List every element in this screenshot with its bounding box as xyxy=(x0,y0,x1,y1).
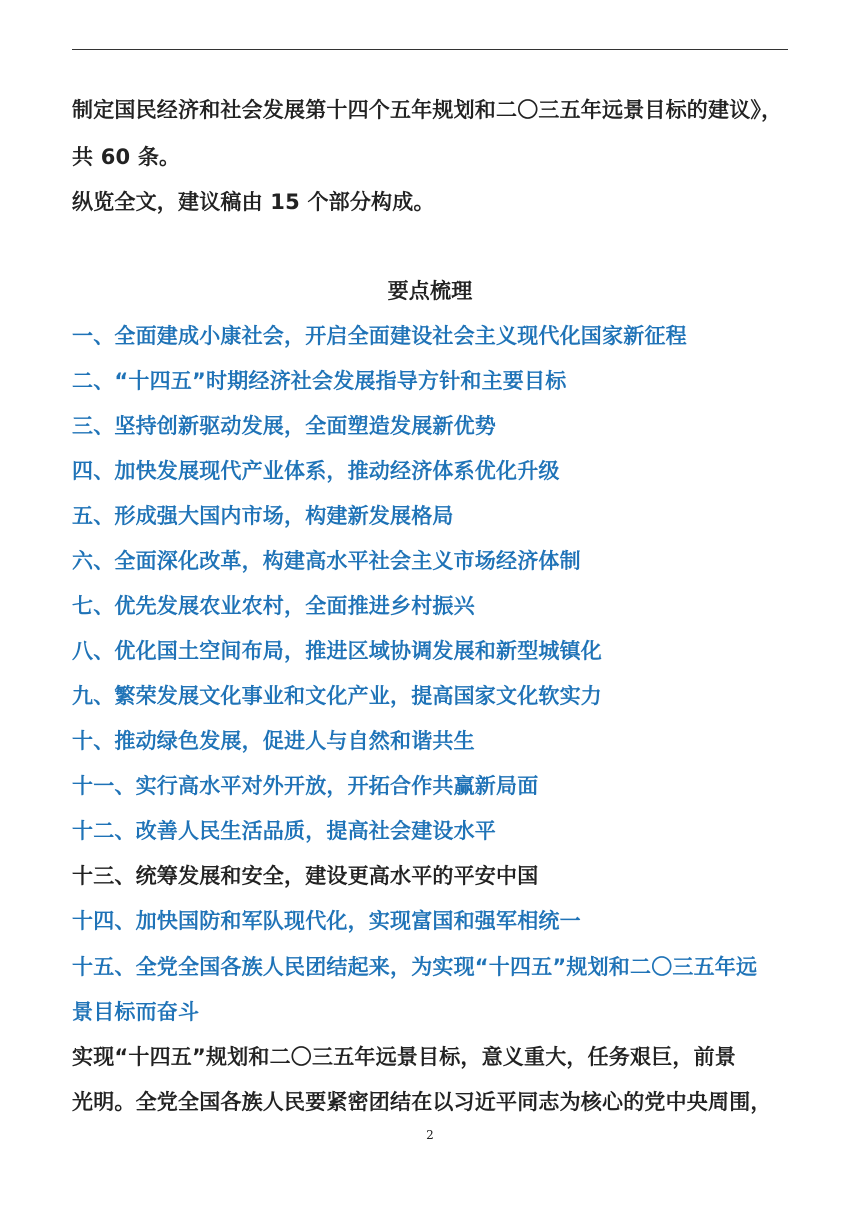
outline-item: 九、繁荣发展文化事业和文化产业，提高国家文化软实力 xyxy=(72,684,602,708)
outline-item: 十三、统筹发展和安全，建设更高水平的平安中国 xyxy=(72,864,539,888)
outline-item: 一、全面建成小康社会，开启全面建设社会主义现代化国家新征程 xyxy=(72,324,687,348)
intro-line-2: 共 60 条。 xyxy=(72,145,181,169)
intro-line-1: 制定国民经济和社会发展第十四个五年规划和二〇三五年远景目标的建议》， xyxy=(72,98,783,122)
outline-item: 十二、改善人民生活品质，提高社会建设水平 xyxy=(72,819,496,843)
closing-line-1: 实现“十四五”规划和二〇三五年远景目标，意义重大，任务艰巨，前景 xyxy=(72,1045,737,1069)
outline-item: 十一、实行高水平对外开放，开拓合作共赢新局面 xyxy=(72,774,539,798)
header-rule xyxy=(72,49,788,50)
outline-item: 四、加快发展现代产业体系，推动经济体系优化升级 xyxy=(72,459,560,483)
outline-item: 十五、全党全国各族人民团结起来，为实现“十四五”规划和二〇三五年远 xyxy=(72,955,758,979)
outline-item: 二、“十四五”时期经济社会发展指导方针和主要目标 xyxy=(72,369,567,393)
outline-item: 五、形成强大国内市场，构建新发展格局 xyxy=(72,504,454,528)
outline-item: 八、优化国土空间布局，推进区域协调发展和新型城镇化 xyxy=(72,639,602,663)
section-title: 要点梳理 xyxy=(387,279,473,303)
outline-item: 六、全面深化改革，构建高水平社会主义市场经济体制 xyxy=(72,549,581,573)
outline-item: 十、推动绿色发展，促进人与自然和谐共生 xyxy=(72,729,475,753)
outline-item-continued: 景目标而奋斗 xyxy=(72,1000,200,1024)
closing-line-2: 光明。全党全国各族人民要紧密团结在以习近平同志为核心的党中央周围， xyxy=(72,1090,772,1114)
page-number: 2 xyxy=(426,1128,434,1142)
outline-item: 七、优先发展农业农村，全面推进乡村振兴 xyxy=(72,594,475,618)
intro-line-3: 纵览全文，建议稿由 15 个部分构成。 xyxy=(72,190,435,214)
outline-item: 十四、加快国防和军队现代化，实现富国和强军相统一 xyxy=(72,909,581,933)
outline-item: 三、坚持创新驱动发展，全面塑造发展新优势 xyxy=(72,414,496,438)
